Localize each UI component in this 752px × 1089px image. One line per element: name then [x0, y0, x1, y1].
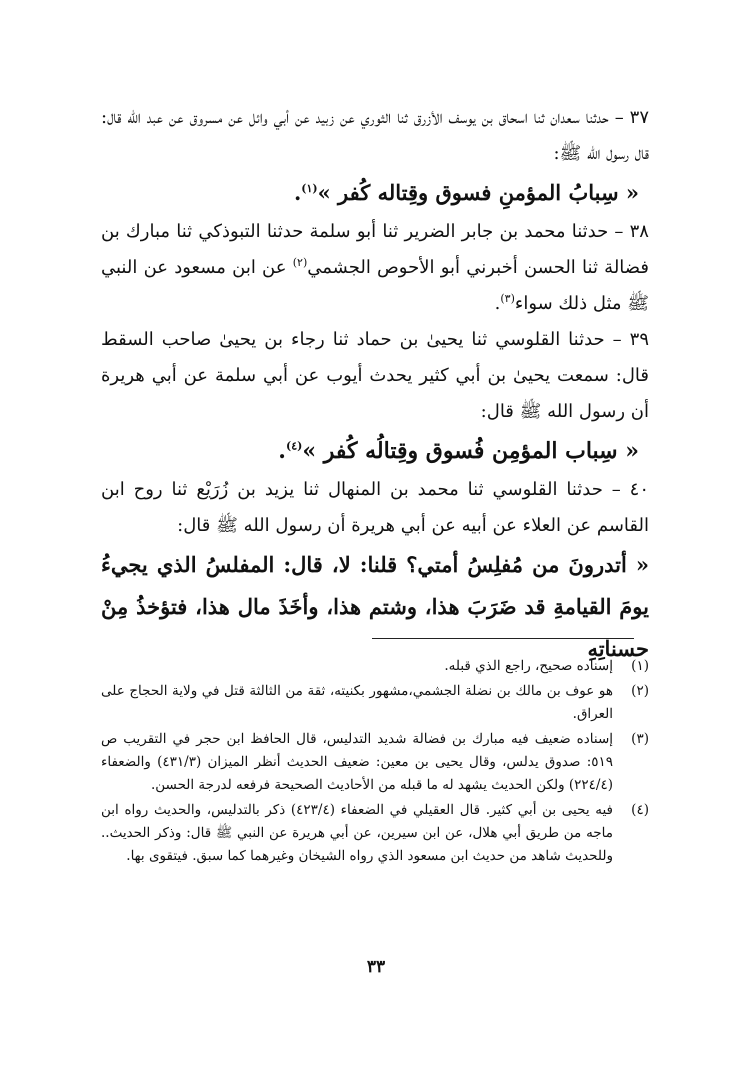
quote-end: . [278, 438, 286, 464]
footnote-number: (٤) [631, 802, 649, 818]
footnote-4 [101, 799, 649, 868]
footnote-ref: (١) [301, 182, 318, 195]
quote-end: . [293, 180, 302, 205]
hadith-number: ٣٩ [629, 329, 649, 350]
isnad-text: – حدثنا القلوسي ثنا يحيىٰ بن حماد ثنا رجاء بن يحيىٰ صاحب السقط قال: سمعت يحيىٰ بن أبي كثير يحدث أيوب عن أبي سلمة عن أبي هريرة أن رسول الله ﷺ قال: [101, 329, 649, 422]
hadith-39-quote [101, 430, 649, 472]
footnote-text: فيه يحيى بن أبي كثير. قال العقيلي في الضعفاء (٤٢٣/٤) ذكر بالتدليس، والحديث رواه ابن ماجه من طريق أبي هلال، عن ابن سيرين، عن أبي هريرة عن النبي ﷺ قال: وذكر الحديث.. وللحديث شاهد من حديث ابن مسعود الذي رواه الشيخان وغيرهما كما سبق. فيتقوى بها. [101, 802, 614, 864]
hadith-number: ٣٨ [629, 221, 649, 242]
footnote-text: هو عوف بن مالك بن نضلة الجشمي،مشهور بكنيته، ثقة من الثالثة قتل في ولاية الحجاج على العراق. [101, 683, 613, 722]
hadith-40-isnad [101, 472, 649, 544]
hadith-38-isnad [101, 214, 649, 322]
hadith-40-quote [101, 544, 649, 670]
footnote-number: (٢) [631, 683, 649, 699]
footnotes [101, 655, 649, 870]
quote-text: « سِبابُ المؤمنِ فسوق وقِتاله كُفر » [317, 180, 639, 205]
quote-text: « سِباب المؤمِن فُسوق وقِتالُه كُفر » [302, 438, 639, 464]
footnote-number: (١) [631, 658, 649, 674]
isnad-end: . [494, 293, 501, 314]
hadith-number: ٣٧ [629, 107, 649, 128]
main-text [101, 100, 649, 670]
footnote-text: إسناده صحيح، راجع الذي قبله. [444, 658, 613, 674]
hadith-39-isnad [101, 322, 649, 430]
footnote-1 [101, 655, 649, 678]
hadith-37-quote [101, 172, 649, 214]
footnote-ref: (٣) [500, 292, 515, 305]
footnote-ref: (٤) [285, 439, 303, 453]
footnote-3 [101, 728, 649, 797]
isnad-text: – حدثنا سعدان ثنا اسحاق بن يوسف الأزرق ثنا الثوري عن زبيد عن أبي وائل عن مسروق عن عبد الله قال: قال رسول الله ﷺ: [101, 107, 649, 164]
footnote-text: إسناده ضعيف فيه مبارك بن فضالة شديد التدليس، قال الحافظ ابن حجر في التقريب ص ٥١٩: صدوق يدلس، وقال يحيى بن معين: ضعيف الحديث أنظر الميزان (٤٣١/٣) والضعفاء (٢٢٤/٤) ولكن الحديث يشهد له ما قبله من الأحاديث الصحيحة فرفعه لدرجة الحسن. [101, 731, 614, 793]
quote-text: « أتدرونَ من مُفلِسُ أمتي؟ قلنا: لا، قال: المفلسُ الذي يجيءُ يومَ القيامةِ قد ضَرَبَ هذا، وشتم هذا، وأخَذَ مال هذا، فتؤخذُ مِنْ حسناتِهِ [101, 552, 649, 661]
isnad-text: – حدثنا محمد بن جابر الضرير ثنا أبو سلمة حدثنا التبوذكي ثنا مبارك بن فضالة ثنا الحسن أخبرني أبو الأحوص الجشمي [101, 221, 649, 278]
hadith-37-isnad [101, 100, 649, 172]
footnote-number: (٣) [631, 731, 649, 747]
page-number: ٣٣ [366, 957, 386, 977]
isnad-text-continued: عن ابن مسعود عن النبي ﷺ مثل ذلك سواء [101, 257, 649, 314]
isnad-text: – حدثنا القلوسي ثنا محمد بن المنهال ثنا يزيد بن زُرَيْع ثنا روح ابن القاسم عن العلاء عن أبيه عن أبي هريرة أن رسول الله ﷺ قال: [101, 479, 649, 536]
hadith-number: ٤٠ [629, 479, 649, 500]
footnote-separator [372, 638, 634, 639]
footnote-2 [101, 680, 649, 726]
footnote-ref: (٢) [292, 256, 308, 269]
